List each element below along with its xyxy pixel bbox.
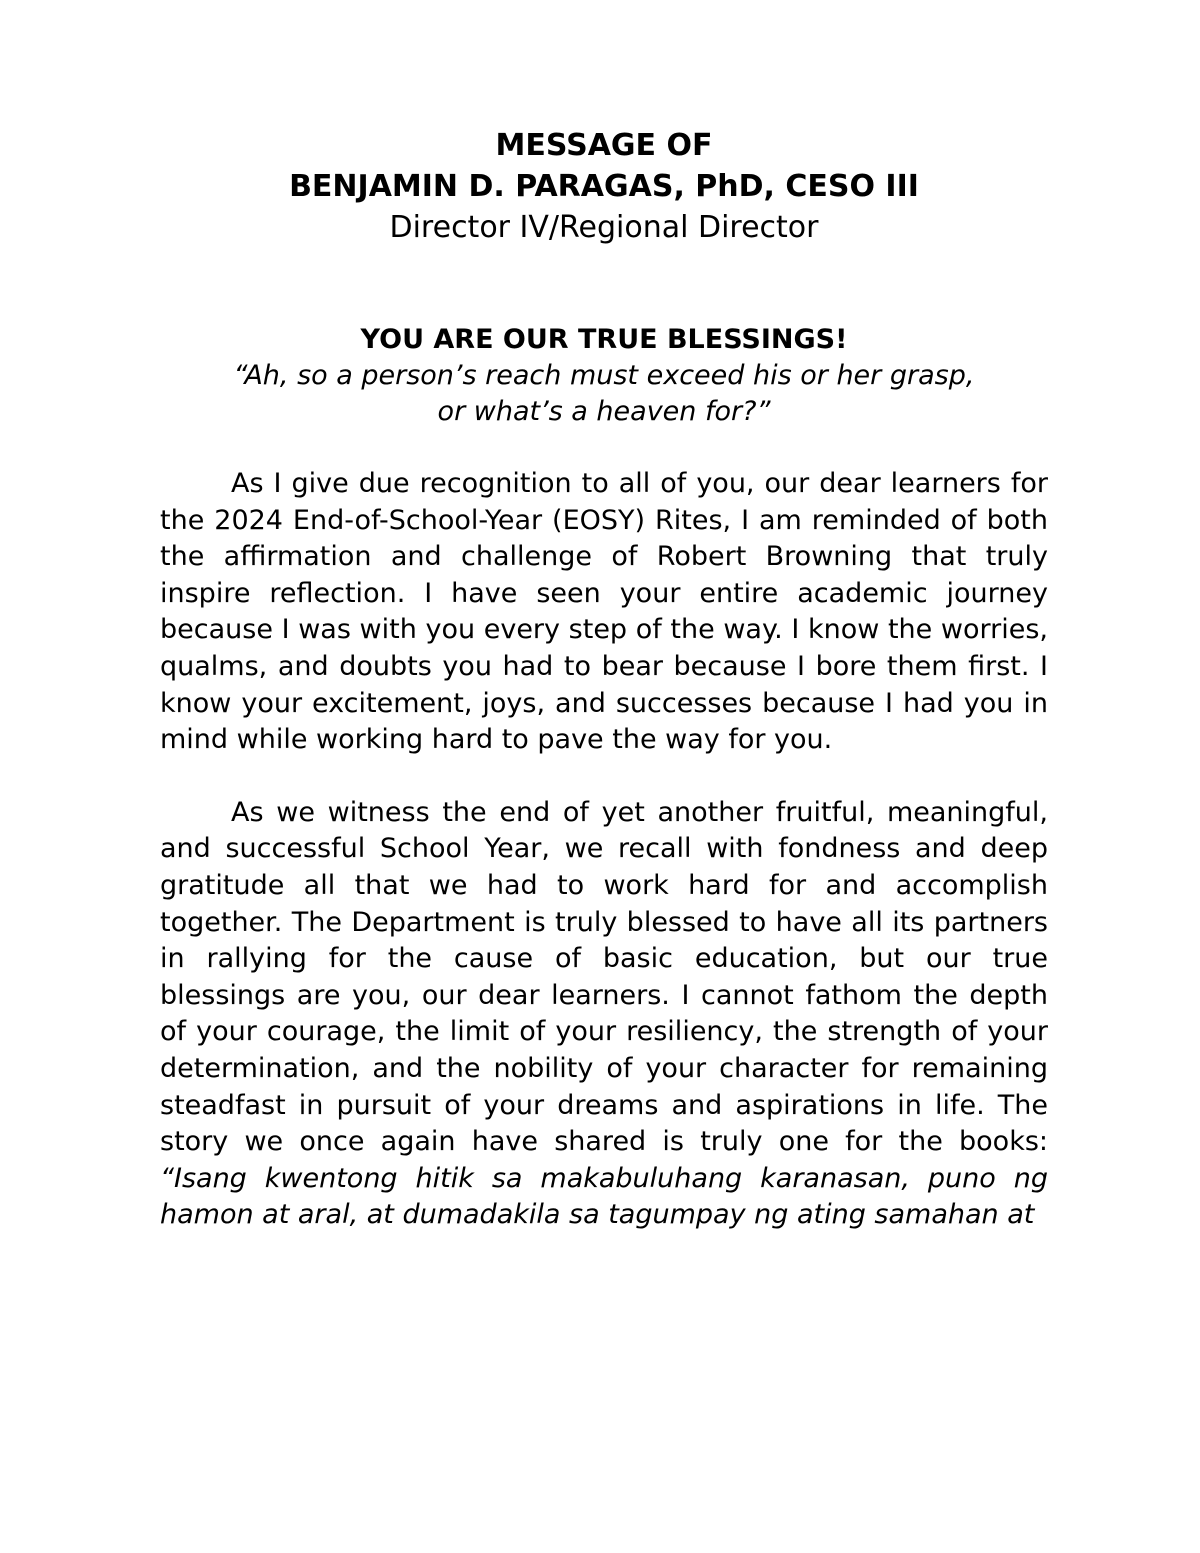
message-of-heading: MESSAGE OF [495,128,713,163]
document-page [160,125,1048,1234]
message-title: YOU ARE OUR TRUE BLESSINGS! [360,324,848,355]
author-name: BENJAMIN D. PARAGAS, PhD, CESO III [289,169,919,204]
author-position: Director IV/Regional Director [389,210,819,245]
body-paragraph-2-text: As we witness the end of yet another fruitful, meaningful, and successful School Year, we recall with fondness and deep gratitude all that we had to work hard for and accomplish together. The Department is truly blessed to have all its partners in rallying for the cause of basic education, but our true blessings are you, our dear learners. I cannot fathom the depth of your courage, the limit of your resiliency, the strength of your determination, and the nobility of your character for remaining steadfast in pursuit of your dreams and aspirations in life. The story we once again have shared is truly one for the books: [160,796,1048,1158]
quote-line-2: or what’s a heaven for?” [437,396,771,427]
body-paragraph-2 [160,795,1048,1234]
body-paragraph-1: As I give due recognition to all of you, our dear learners for the 2024 End-of-School-Year (EOSY) Rites, I am reminded of both the affirmation and challenge of Robert Browning that truly inspire reflection. I have seen your entire academic journey because I was with you every step of the way. I know the worries, qualms, and doubts you had to bear because I bore them first. I know your excitement, joys, and successes because I had you in mind while working hard to pave the way for you. [160,468,1048,756]
body-paragraph-2-italic-quote: “Isang kwentong hitik sa makabuluhang karanasan, puno ng hamon at aral, at dumadakila sa tagumpay ng ating samahan at [160,1162,1048,1231]
quote-line-1: “Ah, so a person’s reach must exceed his or her grasp, [233,360,975,391]
